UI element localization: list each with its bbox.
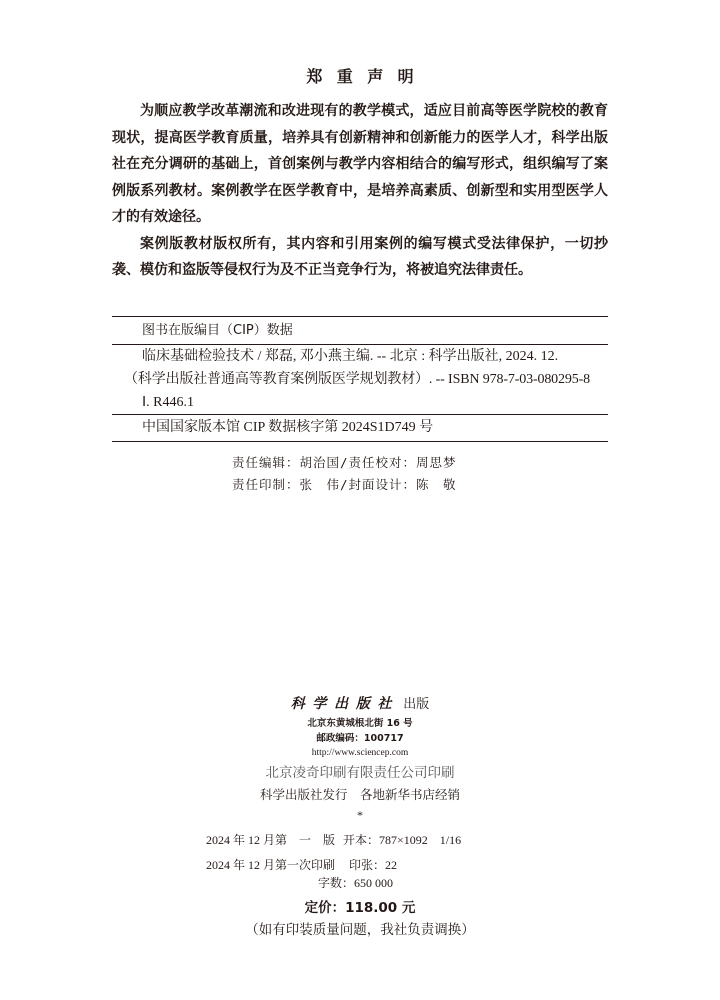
editors-line-2: 责任印制：张 伟/封面设计：陈 敬 bbox=[232, 477, 457, 492]
editors-block bbox=[232, 452, 532, 496]
editors-line-1: 责任编辑：胡治国/责任校对：周思梦 bbox=[232, 455, 457, 470]
publisher-address: 北京东黄城根北街 16 号 bbox=[307, 718, 413, 729]
printer-name: 北京凌奇印刷有限责任公司印刷 bbox=[265, 765, 455, 781]
print-sheets: 印张：22 bbox=[349, 858, 398, 872]
publisher-url: http://www.sciencep.com bbox=[311, 748, 409, 758]
cip-record-line-3: Ⅰ. R446.1 bbox=[142, 395, 194, 410]
publisher-suffix: 出版 bbox=[403, 697, 430, 712]
price: 定价：118.00 元 bbox=[304, 900, 416, 916]
separator-asterisk: * bbox=[357, 808, 363, 822]
cip-verification: 中国国家版本馆 CIP 数据核字第 2024S1D749 号 bbox=[142, 420, 434, 435]
declaration-paragraph-2: 案例版教材版权所有，其内容和引用案例的编写模式受法律保护，一切抄袭、模仿和盗版等侵权行为及不正当竞争行为，将被追究法律责任。 bbox=[112, 235, 608, 278]
cip-block bbox=[112, 316, 608, 442]
distribution-line: 科学出版社发行 各地新华书店经销 bbox=[259, 787, 460, 802]
declaration-body bbox=[112, 98, 608, 284]
cip-record-line-1: 临床基础检验技术 / 郑磊, 邓小燕主编. -- 北京 : 科学出版社, 2024. 12. bbox=[142, 349, 559, 364]
publisher-line bbox=[0, 692, 720, 716]
cip-record-line-2: （科学出版社普通高等教育案例版医学规划教材）. -- ISBN 978-7-03-080295-8 bbox=[124, 372, 591, 387]
word-count: 字数：650 000 bbox=[318, 876, 394, 890]
book-format: 开本：787×1092 1/16 bbox=[343, 833, 462, 847]
print-date: 2024 年 12 月第一次印刷 bbox=[206, 858, 336, 872]
cip-title: 图书在版编目（CIP）数据 bbox=[112, 317, 608, 345]
quality-notice: （如有印装质量问题，我社负责调换） bbox=[245, 922, 475, 938]
specs-row-edition bbox=[206, 828, 526, 853]
declaration-paragraph-1: 为顺应教学改革潮流和改进现有的教学模式，适应目前高等医学院校的教育现状，提高医学教育质量，培养具有创新精神和创新能力的医学人才，科学出版社在充分调研的基础上，首创案例与教学内容相结合的编写形式，组织编写了案例版系列教材。案例教学在医学教育中，是培养高素质、创新型和实用型医学人才的有效途径。 bbox=[112, 103, 608, 225]
publisher-logo-name: 科学出版社 bbox=[290, 696, 400, 712]
publisher-block bbox=[0, 692, 720, 824]
publisher-postcode: 邮政编码：100717 bbox=[316, 733, 404, 744]
print-specs bbox=[206, 828, 526, 878]
edition-date: 2024 年 12 月第 一 版 bbox=[206, 833, 336, 847]
declaration-title: 郑重声明 bbox=[306, 67, 428, 86]
